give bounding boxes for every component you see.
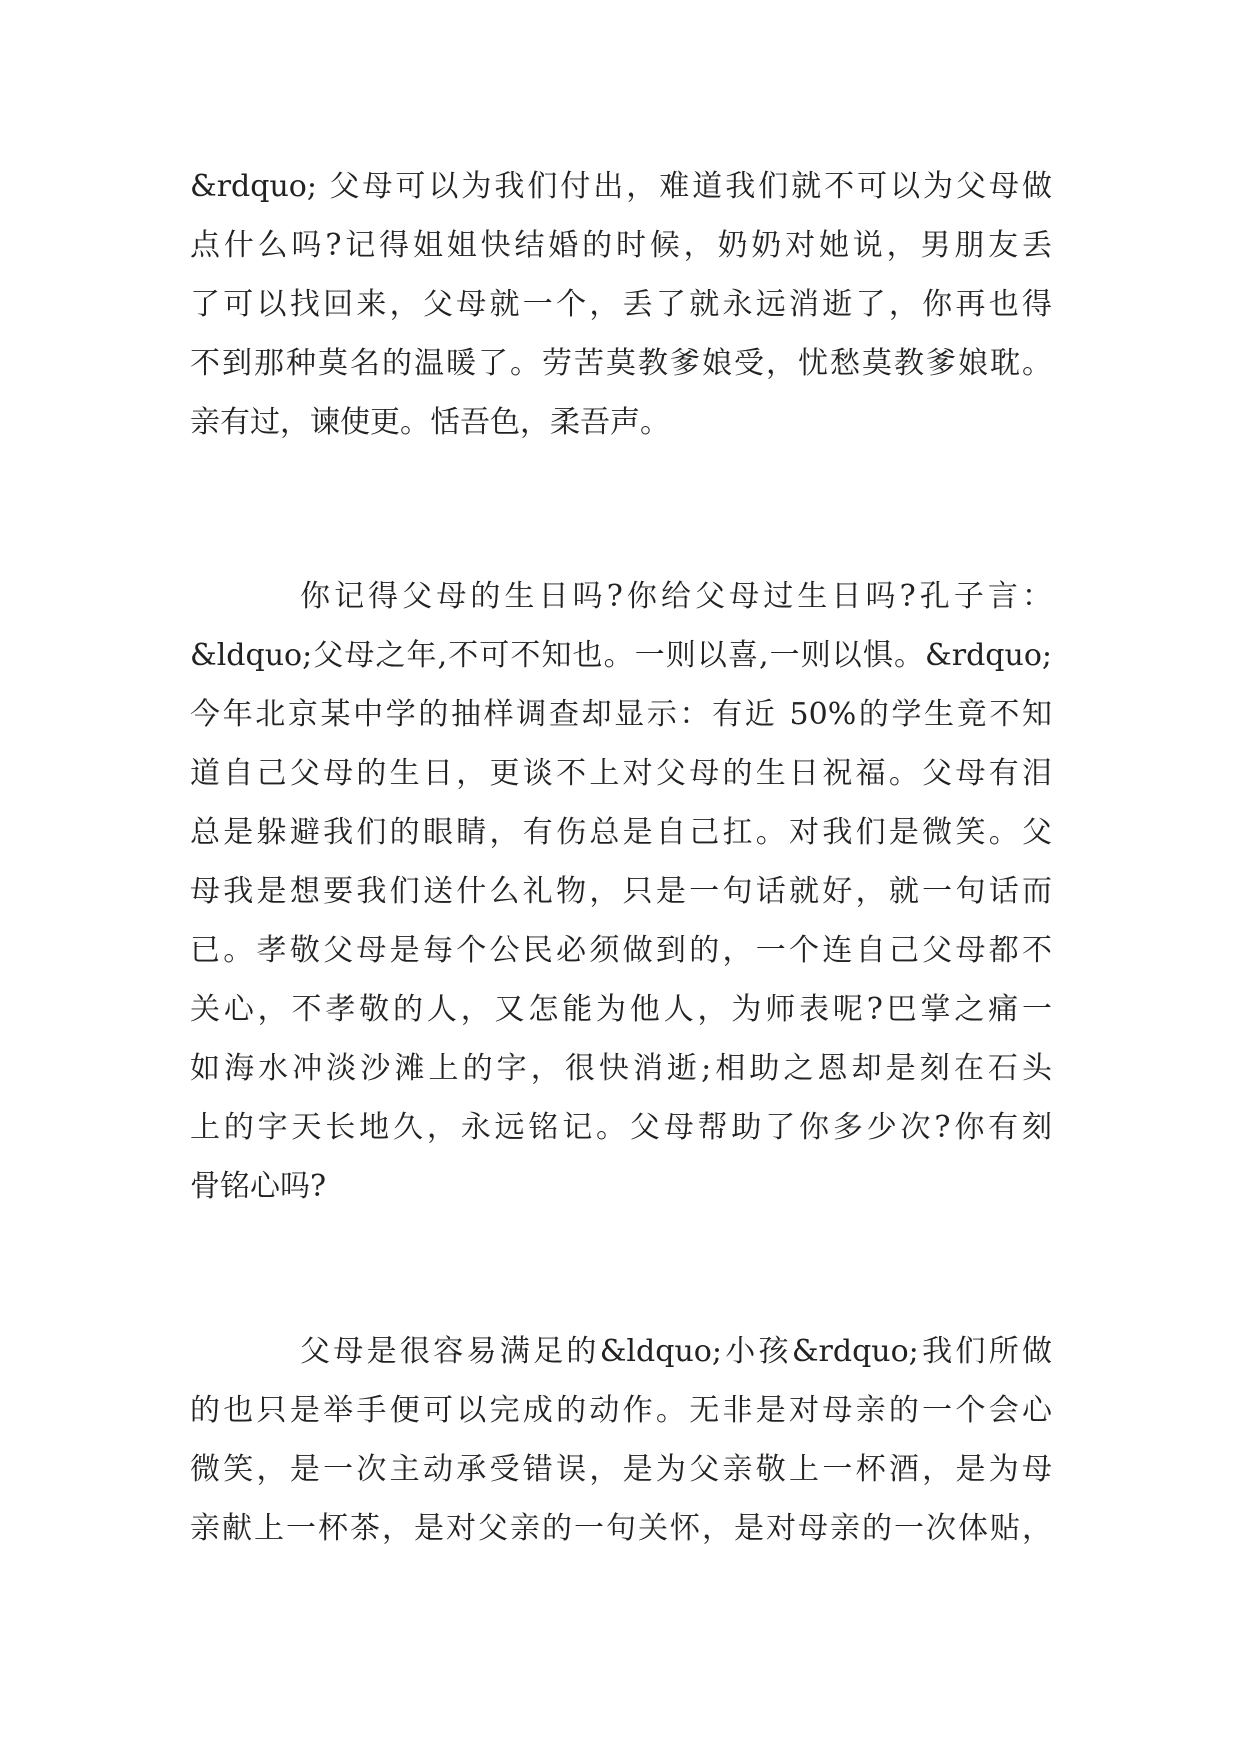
- text-line: 母我是想要我们送什么礼物，只是一句话就好，就一句话而: [190, 874, 1052, 909]
- text-line: 父母是很容易满足的&ldquo;小孩&rdquo;我们所做: [300, 1334, 1052, 1369]
- text-line: 的也只是举手便可以完成的动作。无非是对母亲的一个会心: [190, 1393, 1052, 1428]
- text-line: &ldquo;父母之年,不可不知也。一则以喜,一则以惧。&rdquo;: [190, 638, 1052, 673]
- text-line: 亲献上一杯茶，是对父亲的一句关怀，是对母亲的一次体贴，: [190, 1511, 1052, 1546]
- text-line: 不到那种莫名的温暖了。劳苦莫教爹娘受，忧愁莫教爹娘耽。: [190, 346, 1052, 381]
- text-line: 骨铭心吗?: [190, 1169, 327, 1204]
- text-line: 今年北京某中学的抽样调查却显示：有近 50%的学生竟不知: [190, 697, 1052, 732]
- paragraph-1: [190, 157, 1052, 452]
- text-line: 亲有过，谏使更。恬吾色，柔吾声。: [190, 405, 670, 440]
- paragraph-3: [190, 1322, 1052, 1558]
- paragraph-2: [190, 567, 1052, 1216]
- text-line: 如海水冲淡沙滩上的字，很快消逝;相助之恩却是刻在石头: [190, 1051, 1052, 1086]
- text-line: 微笑，是一次主动承受错误，是为父亲敬上一杯酒，是为母: [190, 1452, 1052, 1487]
- text-line: 关心，不孝敬的人，又怎能为他人，为师表呢?巴掌之痛一: [190, 992, 1052, 1027]
- text-line: &rdquo; 父母可以为我们付出，难道我们就不可以为父母做: [190, 169, 1052, 204]
- text-line: 点什么吗?记得姐姐快结婚的时候，奶奶对她说，男朋友丢: [190, 228, 1052, 263]
- text-line: 上的字天长地久，永远铭记。父母帮助了你多少次?你有刻: [190, 1110, 1052, 1145]
- text-line: 已。孝敬父母是每个公民必须做到的，一个连自己父母都不: [190, 933, 1052, 968]
- text-line: 你记得父母的生日吗?你给父母过生日吗?孔子言：: [300, 579, 1052, 614]
- text-line: 总是躲避我们的眼睛，有伤总是自己扛。对我们是微笑。父: [190, 815, 1052, 850]
- text-line: 了可以找回来，父母就一个，丢了就永远消逝了，你再也得: [190, 287, 1052, 322]
- text-line: 道自己父母的生日，更谈不上对父母的生日祝福。父母有泪: [190, 756, 1052, 791]
